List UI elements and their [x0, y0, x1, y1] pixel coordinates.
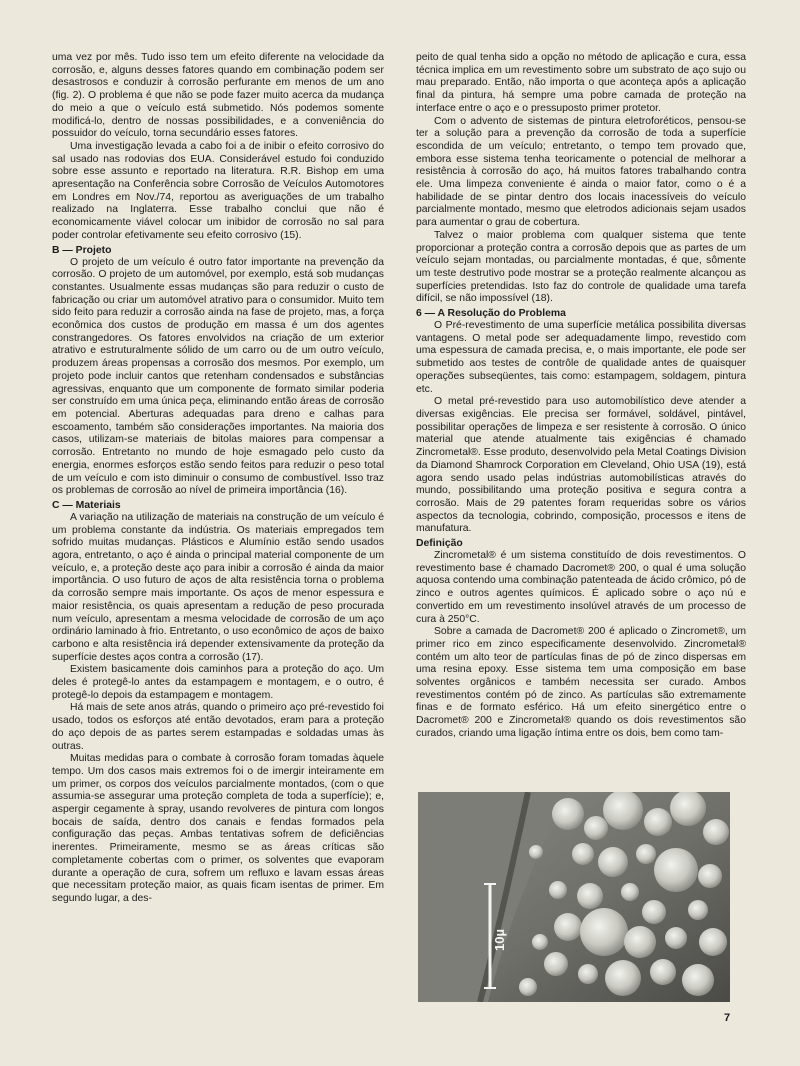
paragraph: peito de qual tenha sido a opção no método de aplicação e cura, essa técnica implica em um revestimento sobre um substrato de aço sujo ou mau preparado. Então, não importa o que aconteça após a aplicação final da pintura, há sempre uma pobre camada de proteção na interface entre o aço e o pressuposto primer protetor. [416, 52, 746, 114]
section-heading-materiais: C — Materiais [52, 499, 121, 511]
paragraph: Existem basicamente dois caminhos para a proteção do aço. Um deles é protegê-lo antes da estampagem e montagem, e o outro, é protegê-lo depois da estampagem e montagem. [52, 664, 384, 701]
right-column [416, 52, 746, 741]
paragraph: Sobre a camada de Dacromet® 200 é aplicado o Zincromet®, um primer rico em zinco especificamente desenvolvido. Zincrometal® contém um alto teor de partículas finas de pó de zinco dispersas em uma resina epoxy. Esse sistema tem uma composição em base solventes orgânicos e também necessita ser curado. Ambos revestimentos contém pó de zinco. As partículas são extremamente finas e de formato esférico. Há um efeito sinergético entre o Dacromet® 200 e Zincrometal® quando os dois revestimentos são curados, criando uma ligação íntima entre os dois, bem como tam- [416, 626, 746, 739]
paragraph: Talvez o maior problema com qualquer sistema que tente proporcionar a proteção contra a corrosão depois que as partes de um veículo sejam montadas, ou parcialmente montadas, é que, sômente um teste destrutivo pode mostrar se a proteção realmente alcançou as superfícies pretendidas. Isto faz do controle de qualidade uma tarefa difícil, se não impossível (18). [416, 229, 746, 305]
paragraph: Uma investigação levada a cabo foi a de inibir o efeito corrosivo do sal usado nas rodovias dos EUA. Considerável estudo foi conduzido sobre esse assunto e reportado na literatura. R.R. Bishop em uma apresentação na Conferência sobre Corrosão de Veículos Automotores em Londres em Nov./74, reportou as averiguações de um trabalho realizado na Inglaterra. Esse trabalho conclui que não é economicamente viável colocar um inibidor de corrosão no sal para poder controlar efetivamente seu efeito corrosivo (15). [52, 140, 384, 241]
left-column [52, 52, 384, 906]
paragraph: Com o advento de sistemas de pintura eletroforéticos, pensou-se ter a solução para a prevenção da corrosão de toda a superfície escondida de um veículo; entretanto, o tempo tem provado que, embora esse sistema tenha teoricamente o potencial de melhorar a resistência à corrosão do aço, há muitos fatores trabalhando contra ele. Uma limpeza conveniente é ainda o maior fator, como o é a habilidade de se pintar dentro dos locais inacessíveis do veículo parcialmente montado, mesmo que eletrodos adicionais sejam usados para aumentar o grau de cobertura. [416, 115, 746, 229]
paragraph: A variação na utilização de materiais na construção de um veículo é um problema constante da indústria. Os materiais empregados tem sofrido muitas mudanças. Plásticos e Alumínio estão sendo usados agora, entretanto, o aço é ainda o principal material componente de um veículo, e, a proteção deste aço para inibir a corrosão é ainda da maior importância. O uso futuro de aços de alta resistência torna o problema da corrosão sempre mais importante. Os aços de menor espessura e maior resistência, os quais apresentam a redução de peso procurada num veículo, apresentam a mesma velocidade de corrosão de um aço ordinário laminado à frio. Entretanto, o uso econômico de aços de baixo carbono e alta resistência irá depender extensivamente da proteção da superfície destes aços contra a corrosão (17). [52, 511, 384, 663]
section-heading-projeto: B — Projeto [52, 244, 112, 256]
section-heading-resolucao: 6 — A Resolução do Problema [416, 308, 566, 320]
paragraph: uma vez por mês. Tudo isso tem um efeito diferente na velocidade da corrosão, e, alguns desses fatores quando em combinação podem ser desastrosos e conduzir à corrosão perfurante em menos de um ano (fig. 2). O problema é que não se pode fazer muito acerca da mudança do meio a que o veículo está submetido. Nós podemos somente modificá-lo, dentro de nossas possibilidades, e a conveniência do possuidor do veículo, torna secundário esses fatores. [52, 52, 384, 140]
section-heading-definicao: Definição [416, 538, 463, 550]
paragraph: O Pré-revestimento de uma superfície metálica possibilita diversas vantagens. O metal pode ser adequadamente limpo, revestido com uma espessura de camada precisa, e, o mais importante, ele pode ser submetido aos testes de contrôle de qualidade antes de quaisquer operações subseqüentes, tais como: estampagem, soldagem, pintura etc. [416, 320, 746, 395]
paragraph: Há mais de sete anos atrás, quando o primeiro aço pré-revestido foi usado, todos os esforços até então devotados, eram para a proteção do aço depois de as partes serem estampadas e soldadas umas às outras. [52, 702, 384, 752]
paragraph: Zincrometal® é um sistema constituído de dois revestimentos. O revestimento base é chamado Dacromet® 200, o qual é uma solução aquosa contendo uma combinação patenteada de ácido crômico, pó de zinco e outros agentes químicos. É aplicado sobre o aço nú e convertido em um revestimento insolúvel através de um processo de cura à 250°C. [416, 550, 746, 625]
paragraph: Muitas medidas para o combate à corrosão foram tomadas àquele tempo. Um dos casos mais extremos foi o de imergir inteiramente em um primer, os corpos dos veículos parcialmente montados, (com o que assumia-se assegurar uma proteção completa de toda a superfície); e, aspergir cegamente à spray, usando revolveres de pintura com longos bocais de saída, dentro dos canais e fendas formados pela configuração das peças. Ambas tentativas sofrem de deficiências inerentes. Primeiramente, mesmo se as áreas críticas são completamente cobertas com o primer, os solventes que evaporam durante a operação de cura, sofrem um refluxo e lavam essas áreas que necessitam proteção maior, as quais ficam isentas de primer. Em segundo lugar, a des- [52, 753, 384, 904]
scale-bar-label: 10µ [492, 929, 507, 951]
paragraph: O metal pré-revestido para uso automobilístico deve atender a diversas exigências. Ele precisa ser formável, soldável, pintável, possibilitar operações de limpeza e ser resistente à corrosão. O único material que atende atualmente tais exigências é chamado Zincrometal®. Esse produto, desenvolvido pela Metal Coatings Division da Diamond Shamrock Corporation em Cleveland, Ohio USA (19), está agora sendo usado pelas indústrias automobilísticas através do mundo, possibilitando uma proteção positiva e segura contra a corrosão. Mais de 29 patentes foram requeridas sobre os vários aspectos da tecnologia, cobrindo, composição, processos e itens de manufatura. [416, 396, 746, 535]
micrograph-image [418, 792, 730, 1002]
micrograph-photo [418, 792, 730, 1002]
page-number: 7 [724, 1012, 731, 1024]
paragraph: O projeto de um veículo é outro fator importante na prevenção da corrosão. O projeto de um automóvel, por exemplo, está sob mudanças constantes. Usualmente essas mudanças são para reduzir o custo de fabricação ou criar um automóvel atrativo para o consumidor. Muito tem sido feito para reduzir a corrosão ainda na fase de projeto, mas, a força econômica dos custos de produção em massa é um dos agentes constrangedores. Os fatores envolvidos na criação de um exterior atrativo e estruturalmente sólido de um carro ou de um outro veículo, produzem áreas propensas a corrosão dos mesmos. Por exemplo, um projeto pode incluir cantos que retenham condensados e substâncias agressivas, enquanto que um componente de formato similar poderia ser construído em uma única peça, eliminando então áreas de corrosão em potencial. Aberturas adequadas para dreno e calhas para escoamento, também são considerações importantes. Na maioria dos casos, utilizam-se materiais de bitolas maiores para compensar a corrosão. Entretanto no mundo de hoje esmagado pelo custo da energia, enormes esforços estão sendo feitos para reduzir o peso total de um veículo e com isto diminuir o consumo de combustível. Isso traz os problemas de corrosão ao nível de primeira importância (16). [52, 256, 384, 497]
